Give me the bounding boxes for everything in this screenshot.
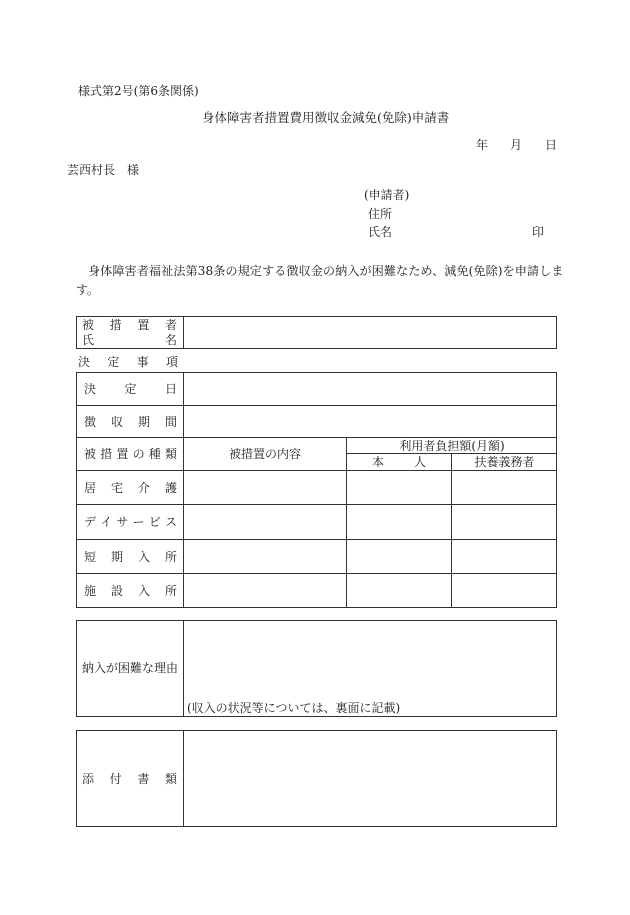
cell-facility-self[interactable] [348,575,450,607]
cell-home-care-self[interactable] [348,472,450,503]
applicant-heading: (申請者) [364,188,410,202]
divider [183,316,184,349]
cell-facility-supporter[interactable] [453,575,556,607]
cell-facility-content[interactable] [185,575,345,607]
divider [183,372,184,608]
person-name-field[interactable] [186,319,554,346]
addressee: 芸西村長 様 [67,163,140,177]
reason-note: (収入の状況等については、裏面に記載) [187,701,401,715]
cell-day-service-self[interactable] [348,506,450,538]
row-label-short-stay: 短 期 入 所 [84,550,177,564]
cell-home-care-supporter[interactable] [453,472,556,503]
measure-type-header: 被 措 置 の 種 類 [84,447,177,461]
applicant-name-label: 氏名 [368,225,393,239]
divider [346,437,347,608]
divider [76,405,557,406]
cell-day-service-supporter[interactable] [453,506,556,538]
divider [76,573,557,574]
attachments-field[interactable] [186,733,554,824]
self-header: 本 人 [372,455,426,469]
reason-field[interactable] [186,623,554,698]
row-label-home-care: 居 宅 介 護 [84,481,177,495]
row-label-facility: 施 設 入 所 [84,584,177,598]
row-label-day-service: デ イ サ ー ビ ス [84,515,177,529]
supporter-header: 扶養義務者 [474,455,535,469]
divider [76,539,557,540]
form-title: 身体障害者措置費用徴収金減免(免除)申請書 [202,110,450,125]
cell-short-stay-self[interactable] [348,541,450,572]
date-day-label: 日 [545,138,558,152]
divider [76,470,557,471]
cell-short-stay-supporter[interactable] [453,541,556,572]
form-number: 様式第2号(第6条関係) [78,84,199,98]
person-label-bottom: 氏 名 [82,333,177,347]
body-text-line2: す。 [76,283,100,297]
divider [76,504,557,505]
user-burden-header: 利用者負担額(月額) [399,439,505,453]
divider [76,437,557,438]
reason-label: 納入が困難な理由 [82,661,179,675]
applicant-address-label: 住所 [368,207,393,221]
measure-content-header: 被措置の内容 [228,447,301,461]
body-text-line1: 身体障害者福祉法第38条の規定する徴収金の納入が困難なため、減免(免除)を申請しま [88,264,564,278]
cell-day-service-content[interactable] [185,506,345,538]
cell-short-stay-content[interactable] [185,541,345,572]
divider [451,453,452,608]
collection-period-label: 徴 収 期 間 [84,415,177,429]
divider [183,730,184,827]
collection-period-field[interactable] [186,408,554,435]
attachments-label: 添 付 書 類 [82,772,177,786]
decision-date-label: 決 定 日 [84,382,177,396]
decision-heading: 決 定 事 項 [78,355,178,369]
seal-mark: 印 [532,225,545,239]
cell-home-care-content[interactable] [185,472,345,503]
date-month-label: 月 [510,138,523,152]
date-year-label: 年 [476,138,489,152]
person-label-top: 被 措 置 者 [82,318,177,332]
divider [183,620,184,717]
decision-date-field[interactable] [186,375,554,403]
